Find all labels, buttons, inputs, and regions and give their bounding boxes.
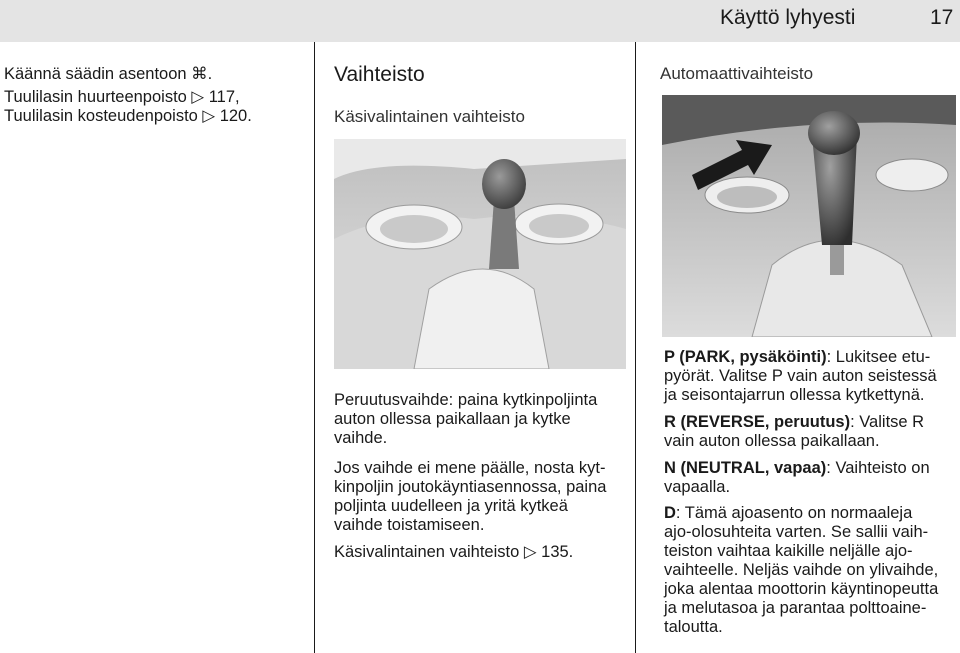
text-line: vaihde toistamiseen.	[334, 516, 485, 534]
text-line: ja seisontajarrun ollessa kytkettynä.	[664, 386, 925, 404]
text-line: Tuulilasin huurteenpoisto ▷ 117,	[4, 88, 240, 106]
gear-r-label: R (REVERSE, peruutus)	[664, 413, 851, 431]
page-header	[0, 0, 960, 42]
text-line: Jos vaihde ei mene päälle, nosta kyt-	[334, 459, 606, 477]
gear-r-line	[664, 412, 924, 432]
text-line: vaihde.	[334, 429, 388, 447]
text-line: kinpoljin joutokäyntiasennossa, paina	[334, 478, 607, 496]
text-line: taloutta.	[664, 618, 723, 636]
gear-r-text: : Valitse R	[850, 413, 925, 431]
gear-d-text: : Tämä ajoasento on normaaleja	[675, 504, 913, 522]
subsection-heading: Käsivalintainen vaihteisto	[334, 107, 525, 126]
automatic-gearbox-image	[662, 95, 956, 337]
text-line: Peruutusvaihde: paina kytkinpoljinta	[334, 391, 598, 409]
gear-d-label: D	[664, 504, 676, 522]
manual-gearbox-image	[334, 139, 626, 369]
text-line: teiston vaihtaa kaikille neljälle ajo-	[664, 542, 913, 560]
text-line: ja melutasoa ja parantaa polttoaine-	[664, 599, 927, 617]
text-line: poljinta uudelleen ja yritä kytkeä	[334, 497, 568, 515]
cross-reference: Käsivalintainen vaihteisto ▷ 135.	[334, 543, 574, 561]
text-line: ajo-olosuhteita varten. Se sallii vaih-	[664, 523, 929, 541]
page-number: 17	[930, 6, 954, 29]
text-line: auton ollessa paikallaan ja kytke	[334, 410, 571, 428]
gear-n-label: N (NEUTRAL, vapaa)	[664, 459, 827, 477]
gear-d-line	[664, 503, 912, 523]
text-line: joka alentaa moottorin käyntinopeutta	[664, 580, 939, 598]
text-line: Käännä säädin asentoon ⌘.	[4, 65, 213, 83]
gear-p-text: : Lukitsee etu-	[826, 348, 931, 366]
text-line: vapaalla.	[664, 478, 731, 496]
subsection-heading: Automaattivaihteisto	[660, 64, 814, 83]
gear-n-text: : Vaihteisto on	[826, 459, 930, 477]
gear-p-label: P (PARK, pysäköinti)	[664, 348, 827, 366]
text-line: vain auton ollessa paikallaan.	[664, 432, 880, 450]
text-line: pyörät. Valitse P vain auton seistessä	[664, 367, 937, 385]
text-line: vaihteelle. Neljäs vaihde on ylivaihde,	[664, 561, 939, 579]
gear-n-line	[664, 458, 930, 478]
section-heading: Vaihteisto	[334, 63, 425, 86]
text-line: Tuulilasin kosteudenpoisto ▷ 120.	[4, 107, 252, 125]
column-divider	[635, 42, 636, 653]
section-title: Käyttö lyhyesti	[720, 6, 856, 29]
column-divider	[314, 42, 315, 653]
gear-p-line	[664, 347, 930, 367]
